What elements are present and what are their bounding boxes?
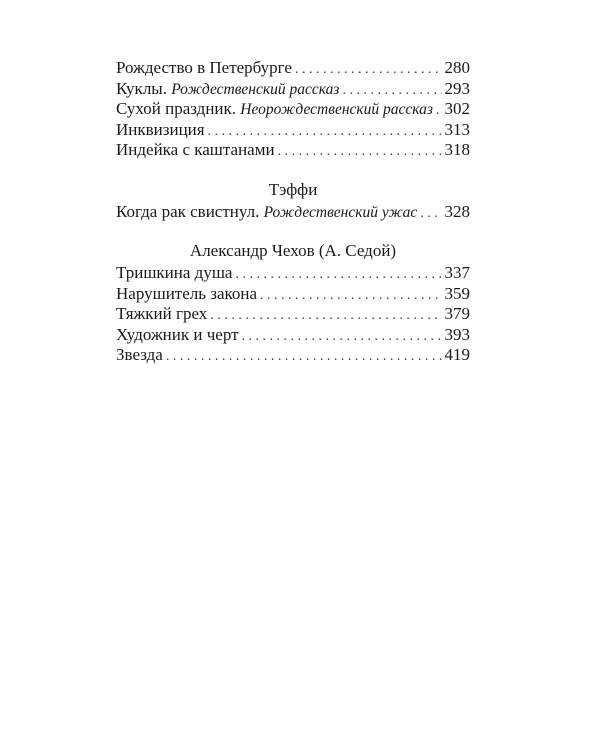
toc-entry bbox=[116, 263, 470, 284]
entry-subtitle: Рождественский рассказ bbox=[171, 80, 340, 98]
dot-leader bbox=[342, 81, 441, 102]
entry-title: Звезда bbox=[116, 345, 163, 364]
entry-title: Тяжкий грех bbox=[116, 304, 208, 323]
dot-leader bbox=[208, 122, 442, 143]
entry-title: Куклы. bbox=[116, 78, 167, 98]
entry-page-number: 419 bbox=[444, 345, 470, 364]
entry-page-number: 313 bbox=[444, 119, 470, 139]
author-heading: Тэффи bbox=[268, 179, 318, 199]
toc-section-1 bbox=[116, 58, 470, 161]
toc-section-3 bbox=[116, 240, 470, 366]
entry-title: Сухой праздник. bbox=[116, 99, 237, 118]
entry-page-number: 293 bbox=[444, 78, 470, 98]
toc-entry bbox=[116, 140, 470, 161]
toc-entry bbox=[116, 202, 470, 223]
entry-page-number: 302 bbox=[444, 99, 470, 118]
toc-section-2 bbox=[116, 179, 470, 223]
dot-leader bbox=[436, 101, 442, 122]
entry-page-number: 318 bbox=[444, 140, 470, 159]
entry-title: Нарушитель закона bbox=[116, 283, 258, 303]
entry-page-number: 280 bbox=[444, 58, 470, 77]
entry-page-number: 337 bbox=[444, 263, 470, 282]
dot-leader bbox=[242, 327, 442, 348]
dot-leader bbox=[210, 306, 441, 327]
toc-entry bbox=[116, 120, 470, 141]
entry-title: Индейка с каштанами bbox=[116, 140, 275, 159]
toc-entry bbox=[116, 99, 470, 120]
toc-entry bbox=[116, 79, 470, 100]
dot-leader bbox=[166, 347, 442, 368]
dot-leader bbox=[235, 265, 441, 286]
entry-title: Тришкина душа bbox=[116, 263, 233, 282]
dot-leader bbox=[420, 204, 441, 225]
entry-subtitle: Рождественский ужас bbox=[263, 203, 418, 221]
entry-page-number: 359 bbox=[444, 283, 470, 303]
toc-entry bbox=[116, 304, 470, 325]
table-of-contents bbox=[116, 58, 470, 384]
dot-leader bbox=[295, 60, 442, 81]
entry-title: Рождество в Петербурге bbox=[116, 58, 292, 77]
toc-entry bbox=[116, 284, 470, 305]
author-heading: Александр Чехов (А. Седой) bbox=[189, 241, 397, 260]
entry-page-number: 393 bbox=[444, 324, 470, 344]
entry-page-number: 379 bbox=[444, 304, 470, 323]
dot-leader bbox=[260, 286, 441, 307]
toc-entry bbox=[116, 325, 470, 346]
entry-subtitle: Неорождественский рассказ bbox=[240, 101, 433, 118]
dot-leader bbox=[278, 142, 442, 163]
toc-entry bbox=[116, 58, 470, 79]
entry-title: Инквизиция bbox=[116, 119, 205, 139]
entry-title: Художник и черт bbox=[116, 324, 239, 344]
toc-entry bbox=[116, 345, 470, 366]
entry-page-number: 328 bbox=[444, 201, 470, 221]
entry-title: Когда рак свистнул. bbox=[116, 201, 260, 221]
